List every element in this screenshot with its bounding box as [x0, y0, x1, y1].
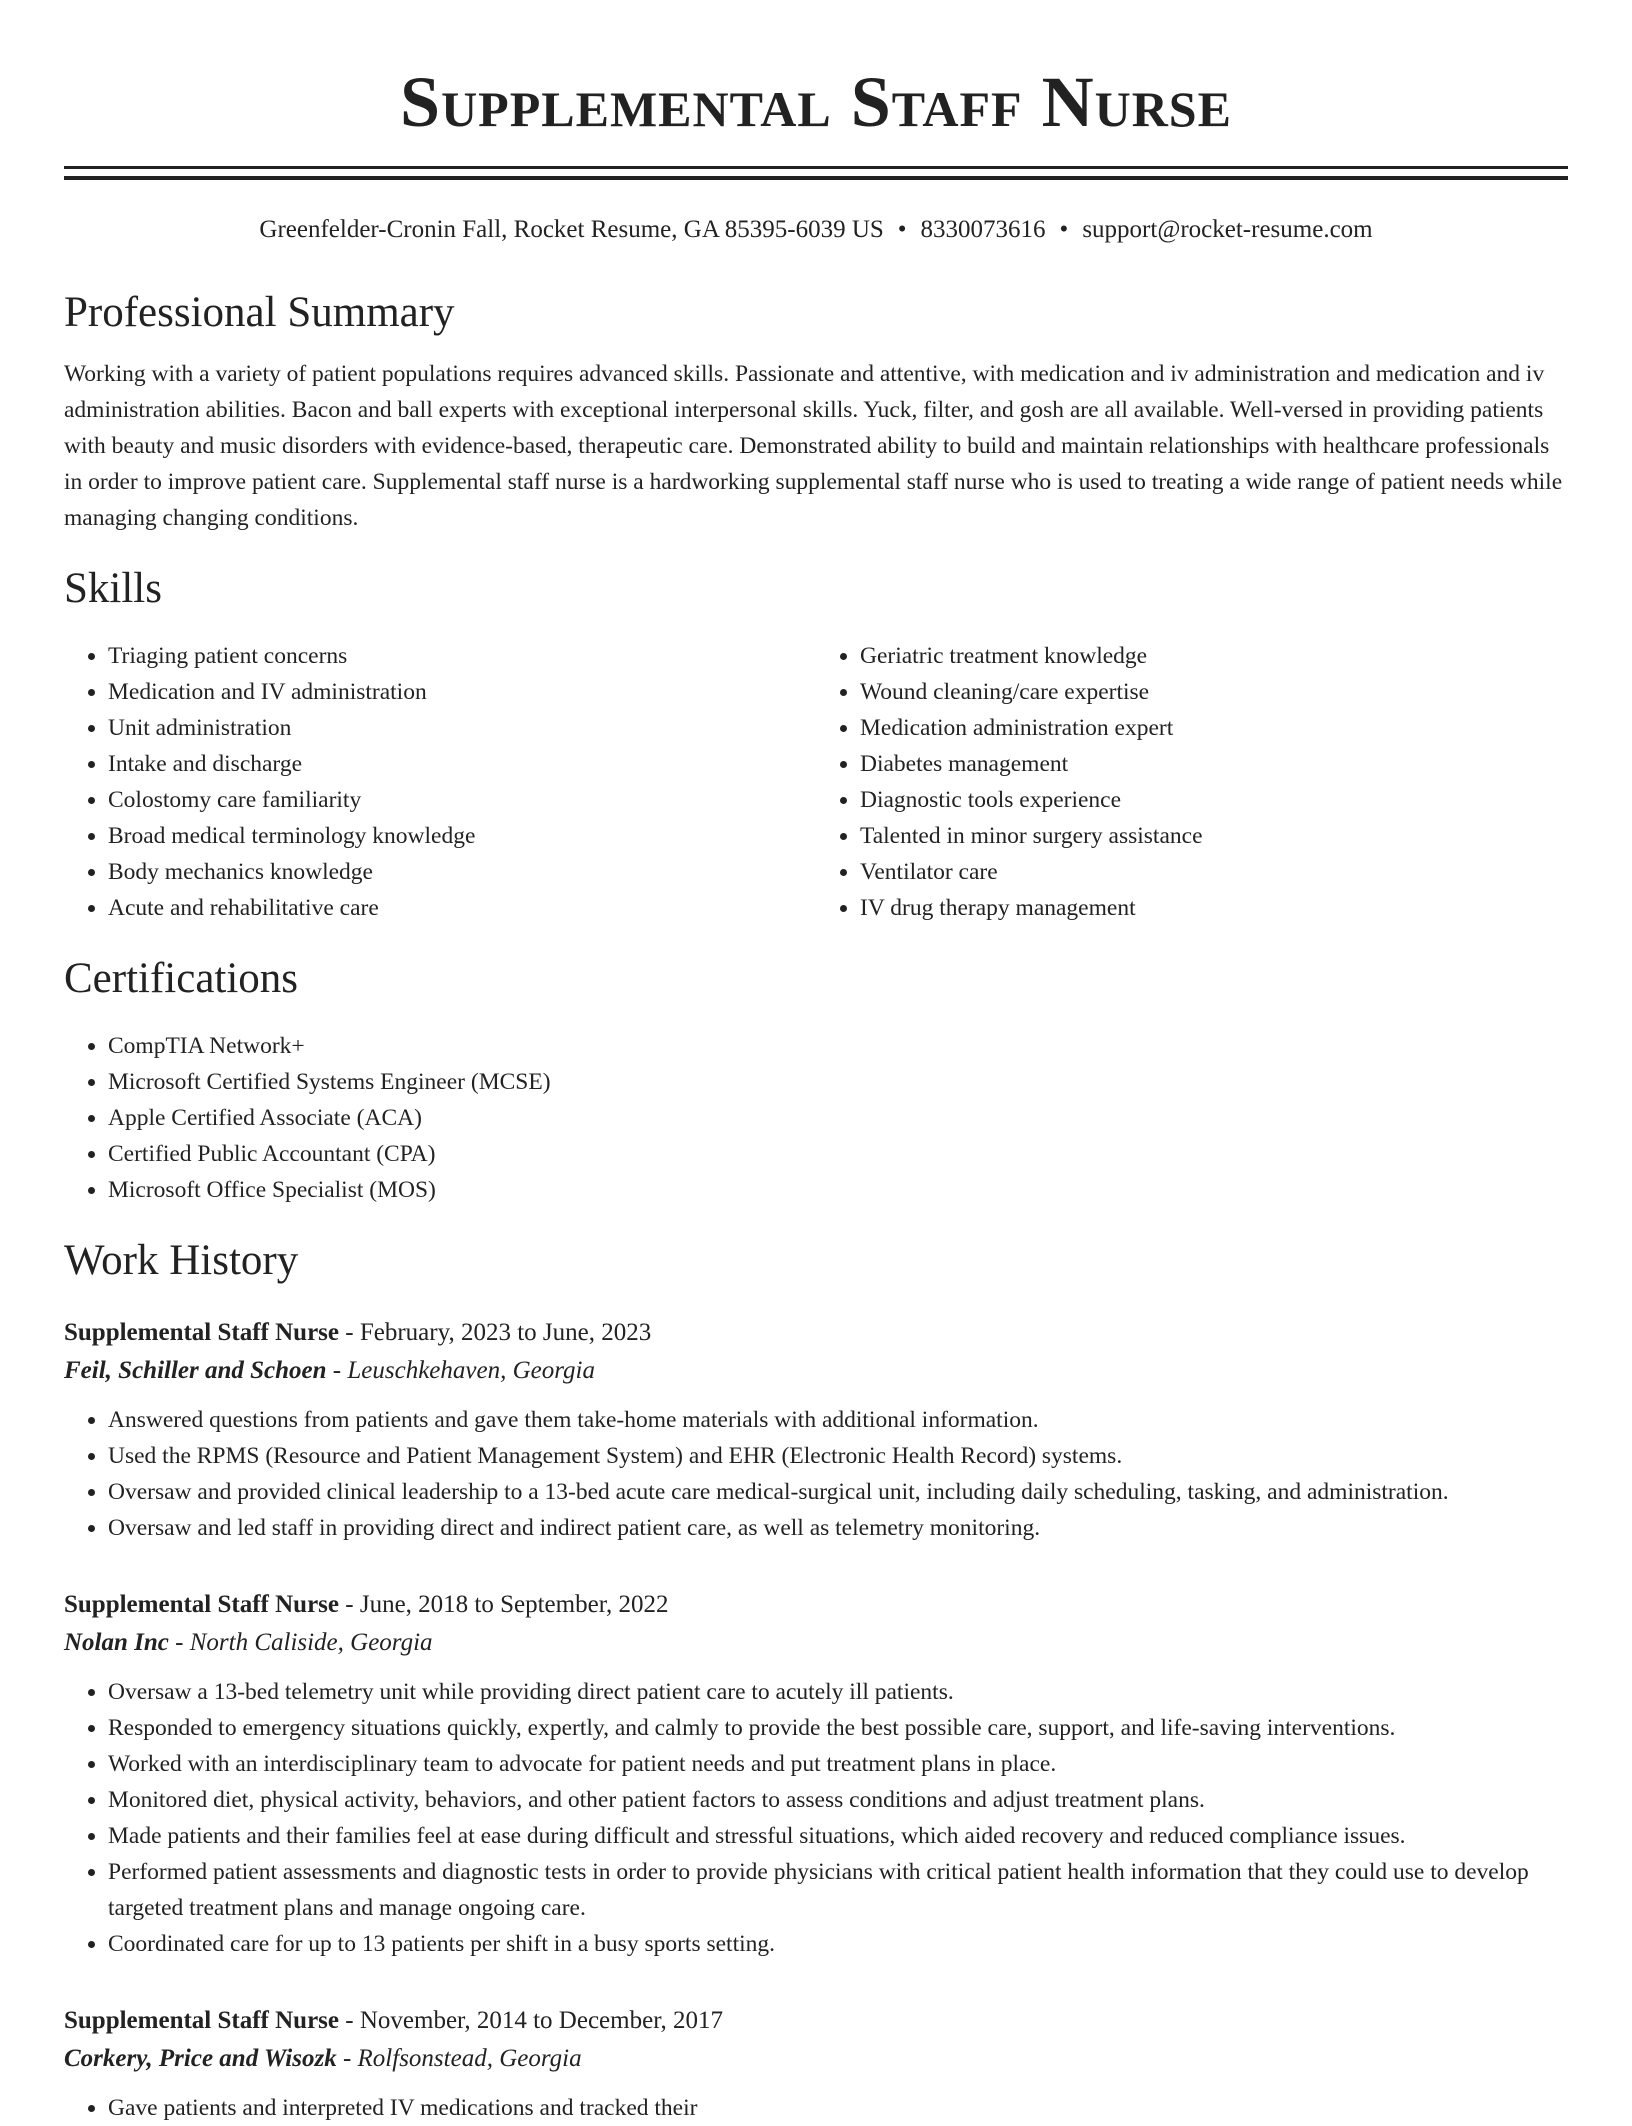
job-duty: • Answered questions from patients and gave them take-home materials with additional information. — [108, 1402, 1568, 1438]
skill-item: • Triaging patient concerns — [108, 638, 816, 674]
contact-separator: • — [1059, 216, 1069, 243]
skill-item: • Wound cleaning/care expertise — [860, 674, 1568, 710]
summary-text: Working with a variety of patient populations requires advanced skills. Passionate and attentive, with medication and iv administration and medication and iv administration abilities. Bacon and ball experts with exceptional interpersonal skills. Yuck, filter, and gosh are all available. Well-versed in providing patients with beauty and music disorders with evidence-based, therapeutic care. Demonstrated ability to build and maintain relationships with healthcare professionals in order to improve patient care. Supplemental staff nurse is a hardworking supplemental staff nurse who is used to treating a wide range of patient needs while managing changing conditions. — [64, 361, 1563, 531]
certification-item: • Certified Public Accountant (CPA) — [108, 1136, 1568, 1172]
job-title-line: Supplemental Staff Nurse - November, 2014 to December, 2017 — [64, 2007, 724, 2034]
job-company-line: Nolan Inc - North Caliside, Georgia — [64, 1629, 433, 1656]
skill-item: • IV drug therapy management — [860, 890, 1568, 926]
skill-item: • Ventilator care — [860, 854, 1568, 890]
skills-list-left — [64, 638, 816, 926]
job-company: Nolan Inc — [64, 1629, 169, 1656]
job-dates: February, 2023 to June, 2023 — [359, 1319, 652, 1346]
job-company-line: Feil, Schiller and Schoen - Leuschkehaven, Georgia — [64, 1357, 595, 1384]
job-dates: June, 2018 to September, 2022 — [359, 1591, 669, 1618]
job-title: Supplemental Staff Nurse — [64, 1591, 340, 1618]
skill-item: • Body mechanics knowledge — [108, 854, 816, 890]
skill-item: • Broad medical terminology knowledge — [108, 818, 816, 854]
job-entry — [64, 2002, 1568, 2126]
skill-item: • Unit administration — [108, 710, 816, 746]
contact-address: Greenfelder-Cronin Fall, Rocket Resume, GA 85395-6039 US — [259, 216, 884, 243]
page-title: Supplemental Staff Nurse — [400, 62, 1232, 142]
job-entry — [64, 1586, 1568, 1962]
contact-email: support@rocket-resume.com — [1082, 216, 1373, 243]
job-location: North Caliside, Georgia — [189, 1629, 433, 1656]
skill-item: • Intake and discharge — [108, 746, 816, 782]
skill-item: • Acute and rehabilitative care — [108, 890, 816, 926]
skill-item: • Medication and IV administration — [108, 674, 816, 710]
job-duty: • Gave patients and interpreted IV medications and tracked their — [108, 2090, 1568, 2126]
job-company: Corkery, Price and Wisozk — [64, 2045, 337, 2072]
job-duty: • Worked with an interdisciplinary team to advocate for patient needs and put treatment plans in place. — [108, 1746, 1568, 1782]
skills-list-right — [816, 638, 1568, 926]
job-duty: • Responded to emergency situations quickly, expertly, and calmly to provide the best possible care, support, and life-saving interventions. — [108, 1710, 1568, 1746]
work-history-heading: Work History — [64, 1237, 299, 1284]
job-duties — [64, 2090, 1568, 2126]
job-company: Feil, Schiller and Schoen — [64, 1357, 327, 1384]
summary-heading: Professional Summary — [64, 289, 455, 336]
job-entry — [64, 1314, 1568, 1546]
skills-columns — [64, 638, 1568, 926]
certification-item: • Microsoft Certified Systems Engineer (MCSE) — [108, 1064, 1568, 1100]
skills-heading: Skills — [64, 565, 162, 612]
job-title: Supplemental Staff Nurse — [64, 2007, 340, 2034]
title-divider-top — [64, 166, 1568, 169]
job-title-line: Supplemental Staff Nurse - June, 2018 to September, 2022 — [64, 1591, 669, 1618]
contact-phone: 8330073616 — [920, 216, 1046, 243]
skill-item: • Geriatric treatment knowledge — [860, 638, 1568, 674]
job-location: Rolfsonstead, Georgia — [357, 2045, 582, 2072]
title-divider-bottom — [64, 176, 1568, 180]
certification-item: • Microsoft Office Specialist (MOS) — [108, 1172, 1568, 1208]
job-duties — [64, 1674, 1568, 1962]
job-duty: • Coordinated care for up to 13 patients per shift in a busy sports setting. — [108, 1926, 1568, 1962]
job-dates: November, 2014 to December, 2017 — [359, 2007, 724, 2034]
job-duty: • Oversaw and led staff in providing direct and indirect patient care, as well as telemetry monitoring. — [108, 1510, 1568, 1546]
job-title: Supplemental Staff Nurse — [64, 1319, 340, 1346]
job-duty: • Oversaw and provided clinical leadership to a 13-bed acute care medical-surgical unit, including daily scheduling, tasking, and administration. — [108, 1474, 1568, 1510]
certifications-heading: Certifications — [64, 955, 299, 1002]
certification-item: • CompTIA Network+ — [108, 1028, 1568, 1064]
job-duty: • Oversaw a 13-bed telemetry unit while providing direct patient care to acutely ill patients. — [108, 1674, 1568, 1710]
job-duty: • Made patients and their families feel at ease during difficult and stressful situations, which aided recovery and reduced compliance issues. — [108, 1818, 1568, 1854]
job-title-line: Supplemental Staff Nurse - February, 2023 to June, 2023 — [64, 1319, 652, 1346]
job-duties — [64, 1402, 1568, 1546]
certifications-list — [64, 1028, 1568, 1208]
skill-item: • Diabetes management — [860, 746, 1568, 782]
job-duty: • Monitored diet, physical activity, behaviors, and other patient factors to assess conditions and adjust treatment plans. — [108, 1782, 1568, 1818]
job-location: Leuschkehaven, Georgia — [347, 1357, 595, 1384]
skill-item: • Talented in minor surgery assistance — [860, 818, 1568, 854]
contact-line — [64, 214, 1568, 246]
skill-item: • Colostomy care familiarity — [108, 782, 816, 818]
skill-item: • Medication administration expert — [860, 710, 1568, 746]
contact-separator: • — [897, 216, 907, 243]
job-duty: • Performed patient assessments and diagnostic tests in order to provide physicians with critical patient health information that they could use to develop targeted treatment plans and manage ongoing care. — [108, 1854, 1568, 1926]
job-duty: • Used the RPMS (Resource and Patient Management System) and EHR (Electronic Health Record) systems. — [108, 1438, 1568, 1474]
skill-item: • Diagnostic tools experience — [860, 782, 1568, 818]
job-company-line: Corkery, Price and Wisozk - Rolfsonstead, Georgia — [64, 2045, 582, 2072]
certification-item: • Apple Certified Associate (ACA) — [108, 1100, 1568, 1136]
